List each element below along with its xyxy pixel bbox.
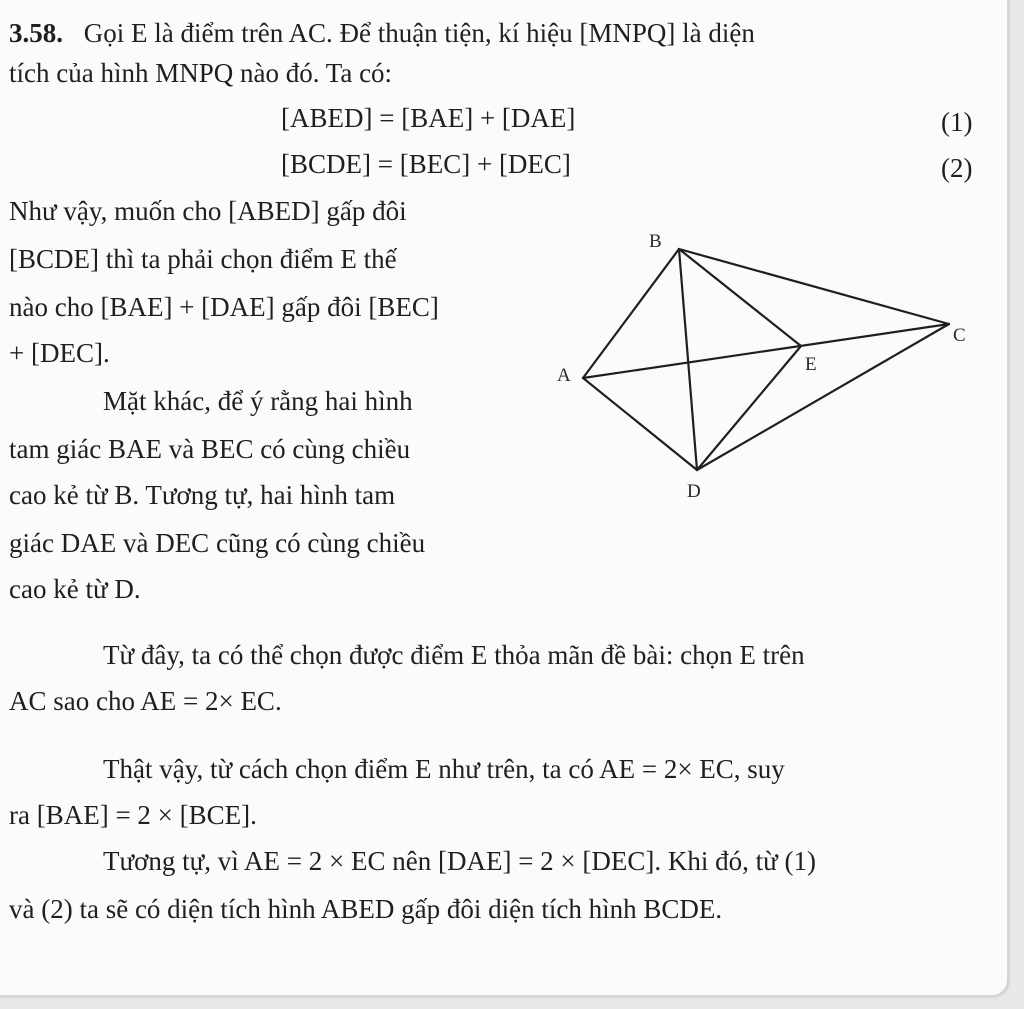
left-line-3: nào cho [BAE] + [DAE] gấp đôi [BEC] — [9, 292, 439, 322]
problem-line-2: tích của hình MNPQ nào đó. Ta có: — [9, 58, 393, 88]
left-line-9: cao kẻ từ D. — [9, 574, 141, 604]
left-line-5: Mặt khác, để ý rằng hai hình — [103, 386, 413, 416]
problem-text-1: Gọi E là điểm trên AC. Để thuận tiện, kí hiệu [MNPQ] là diện — [83, 18, 755, 48]
label-A: A — [557, 365, 571, 386]
label-C: C — [953, 325, 966, 346]
paragraph-2-line-1: Thật vậy, từ cách chọn điểm E như trên, ta có AE = 2× EC, suy — [103, 754, 785, 784]
equation-2: [BCDE] = [BEC] + [DEC] — [281, 149, 571, 179]
segment-BC — [679, 249, 949, 324]
segment-AB — [583, 249, 679, 378]
equation-1-number: (1) — [941, 107, 973, 137]
problem-line-1 — [9, 17, 755, 49]
left-line-1: Như vậy, muốn cho [ABED] gấp đôi — [9, 196, 407, 226]
left-line-6: tam giác BAE và BEC có cùng chiều — [9, 434, 411, 464]
left-line-4: + [DEC]. — [9, 338, 110, 368]
segment-BE — [679, 249, 801, 346]
paragraph-3-line-2: và (2) ta sẽ có diện tích hình ABED gấp đôi diện tích hình BCDE. — [9, 894, 723, 924]
label-E: E — [805, 354, 817, 375]
label-B: B — [649, 231, 662, 252]
quadrilateral-figure — [551, 225, 991, 515]
problem-number: 3.58. — [9, 18, 63, 48]
segment-DA — [583, 378, 697, 470]
segment-CD — [697, 324, 949, 470]
left-line-8: giác DAE và DEC cũng có cùng chiều — [9, 528, 426, 558]
equation-1: [ABED] = [BAE] + [DAE] — [281, 103, 576, 133]
paragraph-2-line-2: ra [BAE] = 2 × [BCE]. — [9, 800, 257, 830]
segment-ED — [697, 346, 801, 470]
segment-AC — [583, 324, 949, 378]
left-line-7: cao kẻ từ B. Tương tự, hai hình tam — [9, 480, 396, 510]
paragraph-3-line-1: Tương tự, vì AE = 2 × EC nên [DAE] = 2 × [DEC]. Khi đó, từ (1) — [103, 846, 817, 876]
segment-BD — [679, 249, 697, 470]
label-D: D — [687, 481, 701, 502]
equation-2-number: (2) — [941, 153, 973, 183]
paragraph-1-line-2: AC sao cho AE = 2× EC. — [9, 686, 282, 716]
left-line-2: [BCDE] thì ta phải chọn điểm E thế — [9, 244, 397, 274]
paragraph-1-line-1: Từ đây, ta có thể chọn được điểm E thỏa mãn đề bài: chọn E trên — [103, 640, 805, 670]
